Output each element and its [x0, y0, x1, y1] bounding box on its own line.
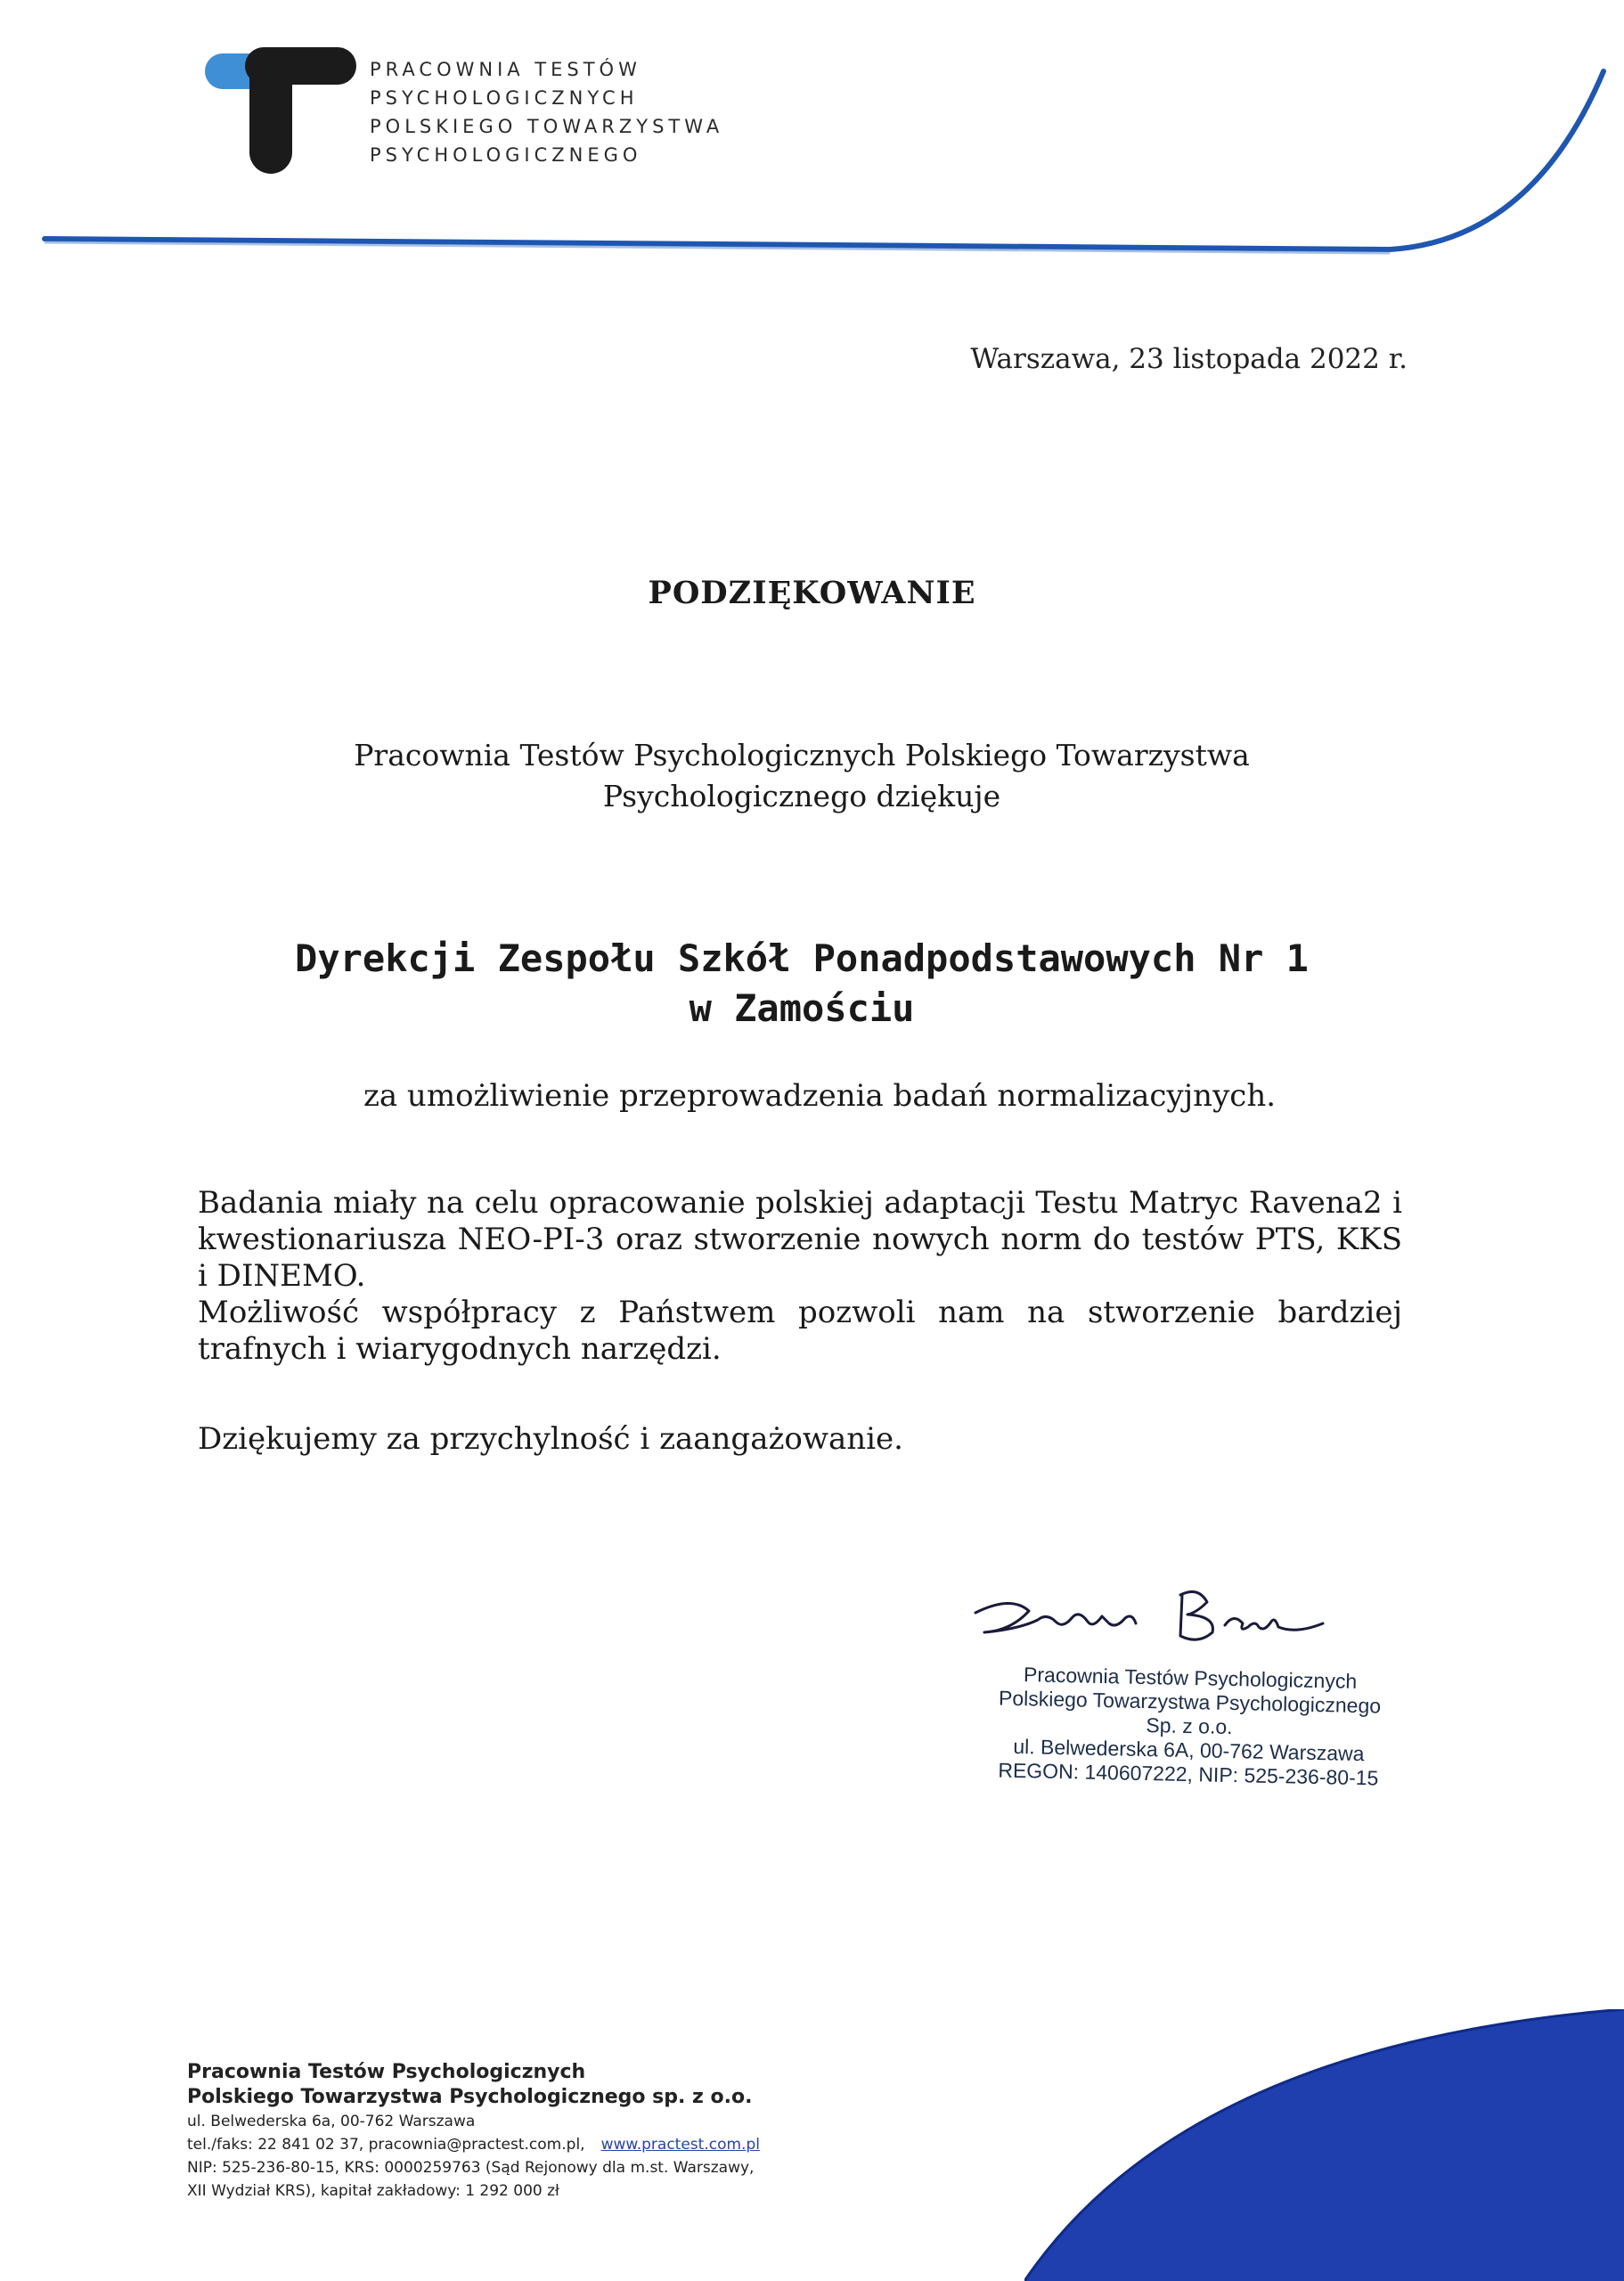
corner-decoration: [1024, 2009, 1624, 2281]
footer-registry: XII Wydział KRS), kapitał zakładowy: 1 292 000 zł: [187, 2182, 559, 2200]
thanks-text: Dziękujemy za przychylność i zaangażowanie.: [198, 1421, 903, 1457]
recipient-line: Dyrekcji Zespołu Szkół Ponadpodstawowych Nr 1: [295, 936, 1309, 980]
stamp-line: Pracownia Testów Psychologicznych: [1023, 1663, 1358, 1693]
recipient: [178, 934, 1425, 1034]
footer-website-link[interactable]: www.practest.com.pl: [600, 2136, 760, 2154]
T-logo-icon: [200, 43, 361, 176]
stamp-line: ul. Belwederska 6A, 00-762 Warszawa: [1013, 1734, 1365, 1766]
letter-date: Warszawa, 23 listopada 2022 r.: [970, 343, 1408, 375]
letter-body: [198, 1185, 1402, 1368]
logo-line: POLSKIEGO TOWARZYSTWA: [370, 116, 724, 137]
footer-contact: tel./faks: 22 841 02 37, pracownia@practest.com.pl,: [187, 2136, 585, 2154]
footer-company-name: Pracownia Testów Psychologicznych: [187, 2061, 586, 2083]
footer-address: ul. Belwederska 6a, 00-762 Warszawa: [187, 2113, 476, 2130]
footer-company-name: Polskiego Towarzystwa Psychologicznego sp. z o.o.: [187, 2086, 753, 2108]
logo-wordmark: [370, 55, 723, 169]
logo-line: PSYCHOLOGICZNEGO: [370, 144, 642, 166]
intro-line: Pracownia Testów Psychologicznych Polskiego Towarzystwa: [354, 738, 1250, 773]
purpose-text: za umożliwienie przeprowadzenia badań normalizacyjnych.: [363, 1078, 1277, 1114]
handwritten-signature: [958, 1577, 1385, 1666]
company-stamp: [917, 1661, 1463, 1793]
body-paragraph: Możliwość współpracy z Państwem pozwoli nam na stworzenie bardziej trafnych i wiarygodnych narzędzi.: [198, 1295, 1402, 1367]
letter-title: PODZIĘKOWANIE: [648, 575, 976, 611]
recipient-line: w Zamościu: [689, 986, 915, 1030]
logo-line: PSYCHOLOGICZNYCH: [370, 87, 639, 109]
stamp-line: Polskiego Towarzystwa Psychologicznego: [998, 1686, 1382, 1718]
intro-line: Psychologicznego dziękuje: [602, 779, 1001, 813]
logo-line: PRACOWNIA TESTÓW: [370, 59, 641, 80]
body-paragraph: Badania miały na celu opracowanie polskiej adaptacji Testu Matryc Ravena2 i kwestionariusza NEO-PI-3 oraz stworzenie nowych norm do testów PTS, KKS i DINEMO.: [198, 1185, 1402, 1294]
intro-text: [267, 735, 1336, 817]
stamp-line: REGON: 140607222, NIP: 525-236-80-15: [998, 1758, 1379, 1790]
footer: [187, 2060, 760, 2203]
stamp-line: Sp. z o.o.: [1146, 1713, 1233, 1739]
footer-registry: NIP: 525-236-80-15, KRS: 0000259763 (Sąd Rejonowy dla m.st. Warszawy,: [187, 2159, 755, 2177]
footer-contact-row: [187, 2133, 760, 2156]
